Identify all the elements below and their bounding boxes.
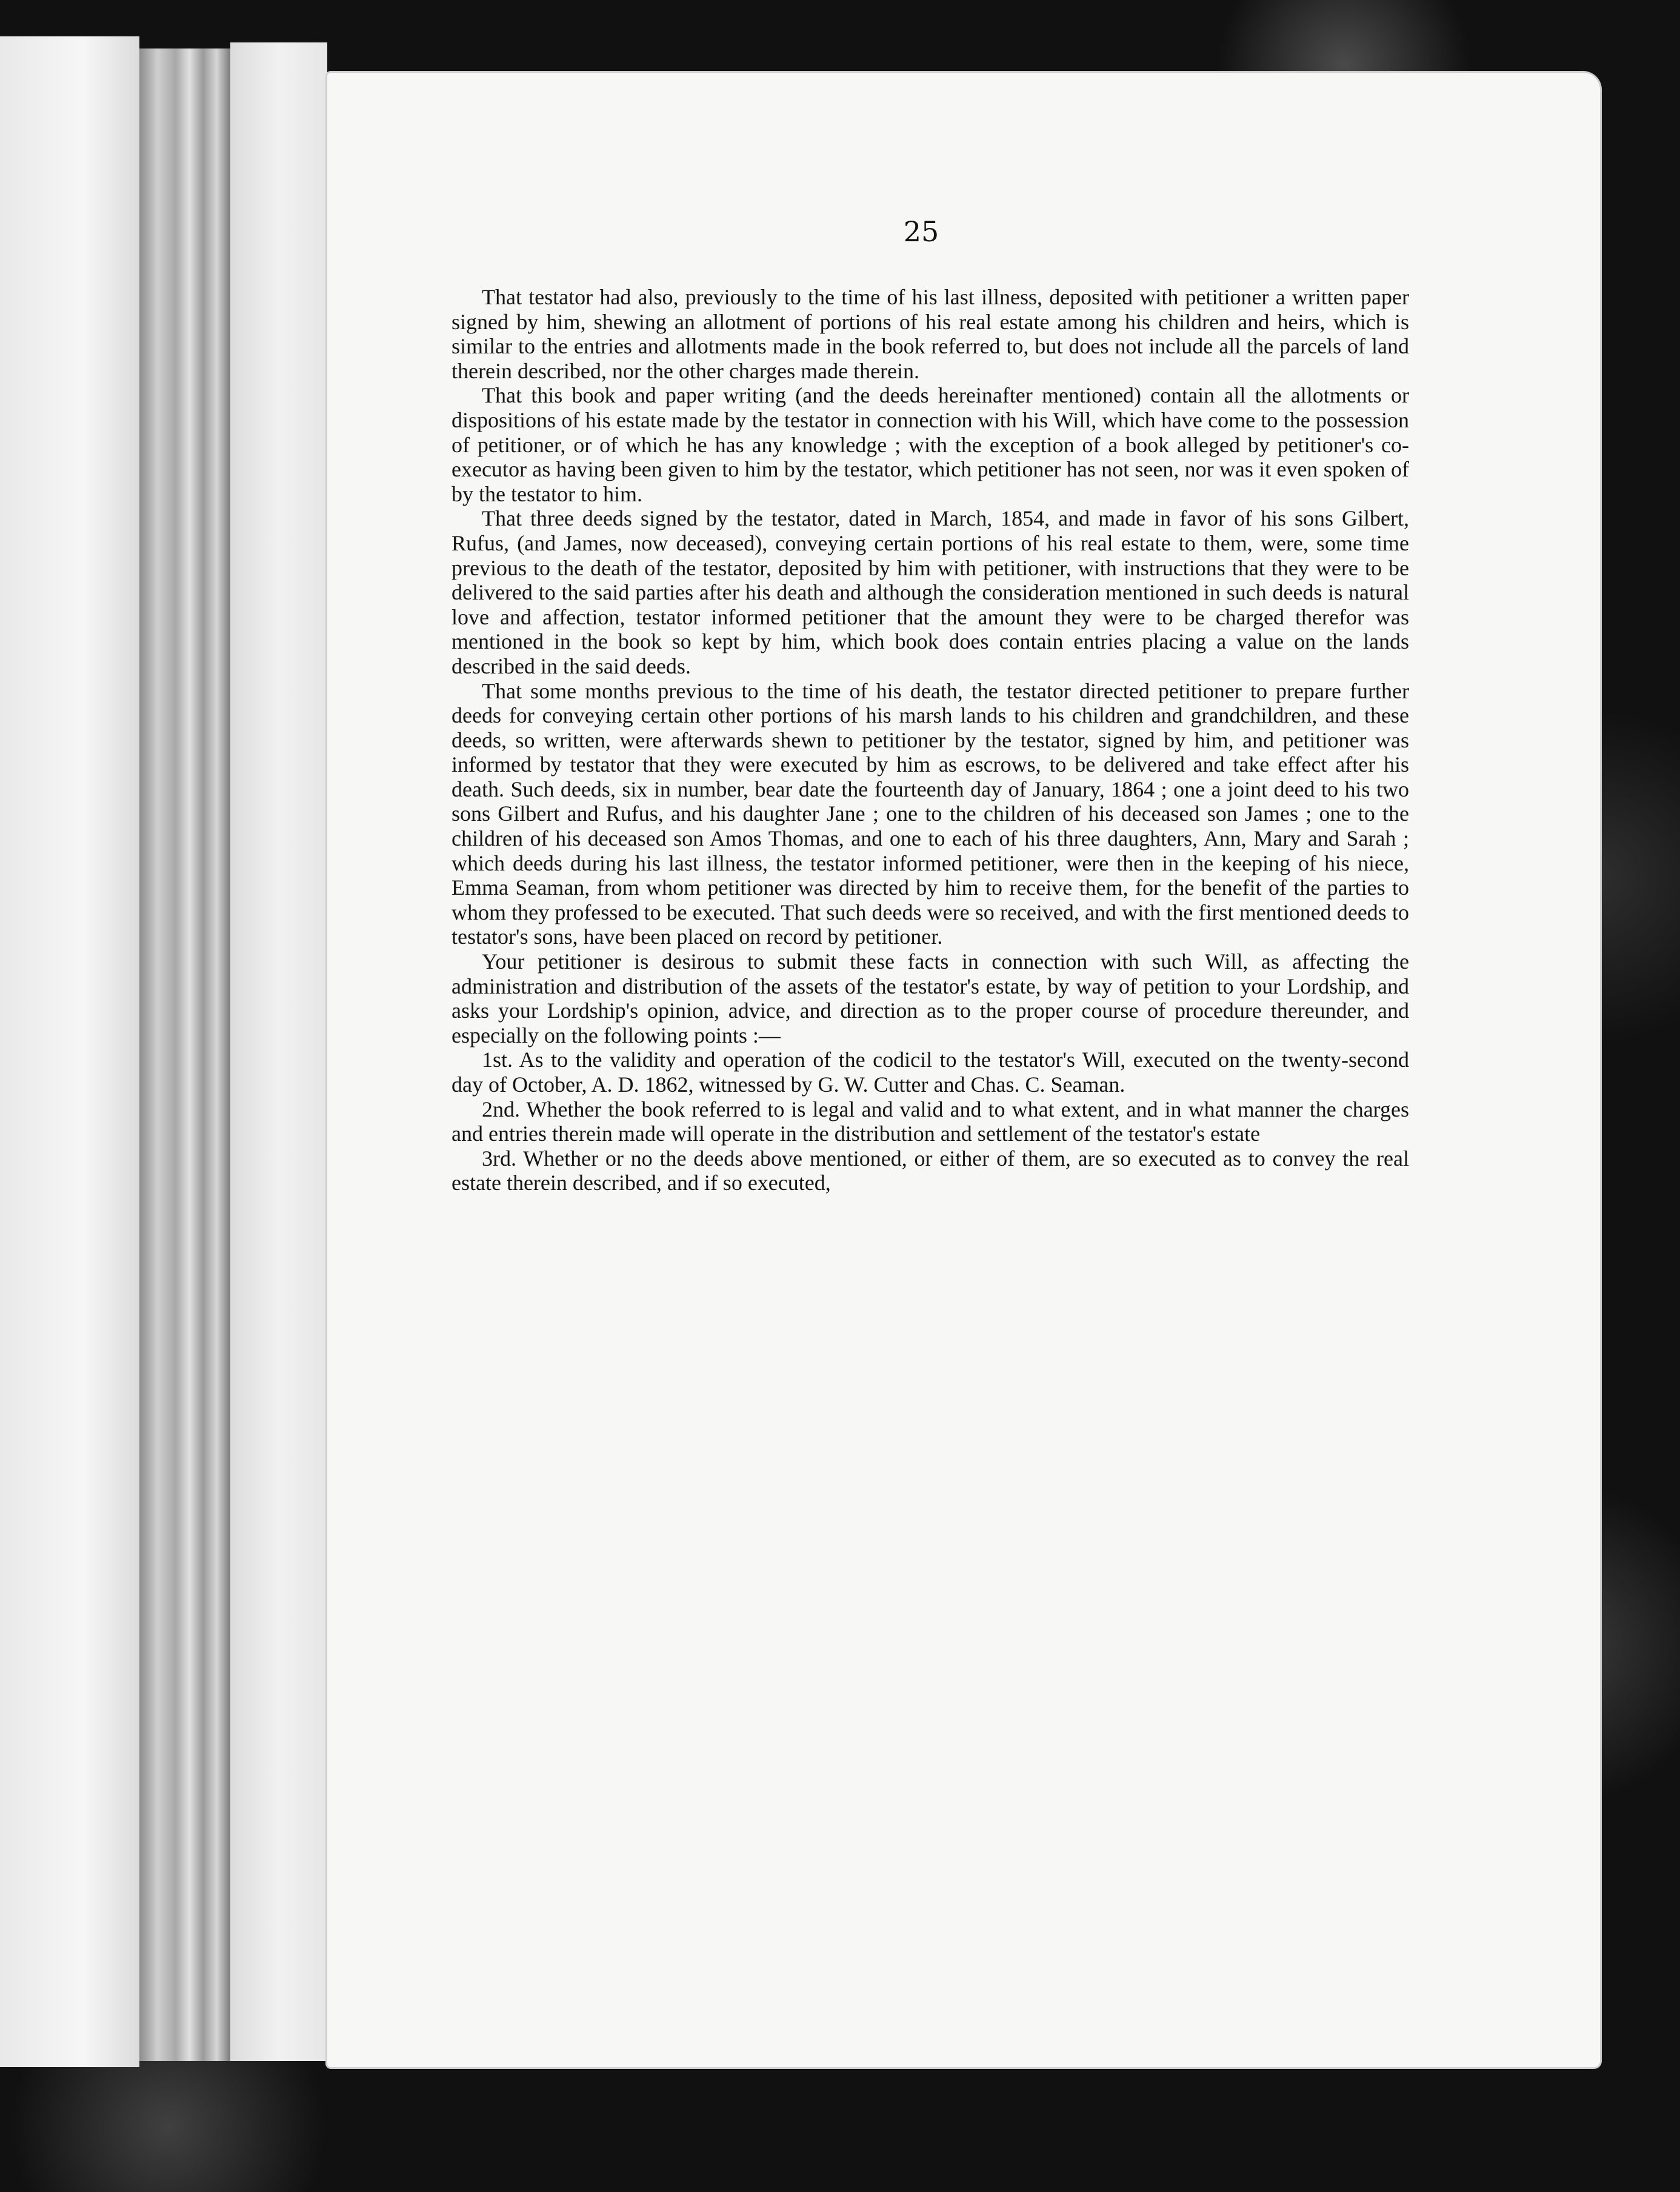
paragraph-3: That three deeds signed by the testator, dated in March, 1854, and made in favor of his sons Gilbert, Rufus, (and James, now deceased), conveying certain portions of his real estate to them, were, some time previous to the death of the testator, deposited by him with petitioner, with instructions that they were to be delivered to the said parties after his death and although the consideration mentioned in such deeds is natural love and affection, testator informed petitioner that the amount they were to be charged therefor was mentioned in the book so kept by him, which book does contain entries placing a value on the lands described in the said deeds. <box>452 506 1409 678</box>
paragraph-4: That some months previous to the time of his death, the testator directed petitioner to prepare further deeds for conveying certain other portions of his marsh lands to his children and grandchildren, and these deeds, so written, were afterwards shewn to petitioner by the testator, signed by him, and petitioner was informed by testator that they were executed by him as escrows, to be delivered and take effect after his death. Such deeds, six in number, bear date the fourteenth day of January, 1864 ; one a joint deed to his two sons Gilbert and Rufus, and his daughter Jane ; one to the children of his deceased son James ; one to the children of his deceased son Amos Thomas, and one to each of his three daughters, Ann, Mary and Sarah ; which deeds during his last illness, the testator informed petitioner, were then in the keeping of his niece, Emma Seaman, from whom petitioner was directed by him to receive them, for the benefit of the parties to whom they professed to be executed. That such deeds were so received, and with the first mentioned deeds to testator's sons, have been placed on record by petitioner. <box>452 678 1409 949</box>
page-number: 25 <box>903 215 939 248</box>
paragraph-5: Your petitioner is desirous to submit these facts in connection with such Will, as affecting the administration and distribution of the assets of the testator's estate, by way of petition to your Lordship, and asks your Lordship's opinion, advice, and direction as to the proper course of procedure thereunder, and especially on the following points :— <box>452 949 1409 1048</box>
paragraph-7: 2nd. Whether the book referred to is legal and valid and to what extent, and in what manner the charges and entries therein made will operate in the distribution and settlement of the testator's estate <box>452 1097 1409 1146</box>
paragraph-2: That this book and paper writing (and the deeds hereinafter mentioned) contain all the allotments or dispositions of his estate made by the testator in connection with his Will, which have come to the possession of petitioner, or of which he has any knowledge ; with the exception of a book alleged by petitioner's co-executor as having been given to him by the testator, which petitioner has not seen, nor was it even spoken of by the testator to him. <box>452 383 1409 506</box>
paragraph-6: 1st. As to the validity and operation of the codicil to the testator's Will, executed on the twenty-second day of October, A. D. 1862, witnessed by G. W. Cutter and Chas. C. Seaman. <box>452 1048 1409 1097</box>
body-text <box>452 285 1409 1195</box>
book-spine <box>139 48 230 2061</box>
paragraph-8: 3rd. Whether or no the deeds above mentioned, or either of them, are so executed as to convey the real estate therein described, and if so executed, <box>452 1146 1409 1195</box>
page-gutter <box>230 42 327 2061</box>
paragraph-1: That testator had also, previously to the time of his last illness, deposited with petitioner a written paper signed by him, shewing an allotment of portions of his real estate among his children and heirs, which is similar to the entries and allotments made in the book referred to, but does not include all the parcels of land therein described, nor the other charges made therein. <box>452 285 1409 383</box>
previous-page-edge <box>0 36 139 2067</box>
